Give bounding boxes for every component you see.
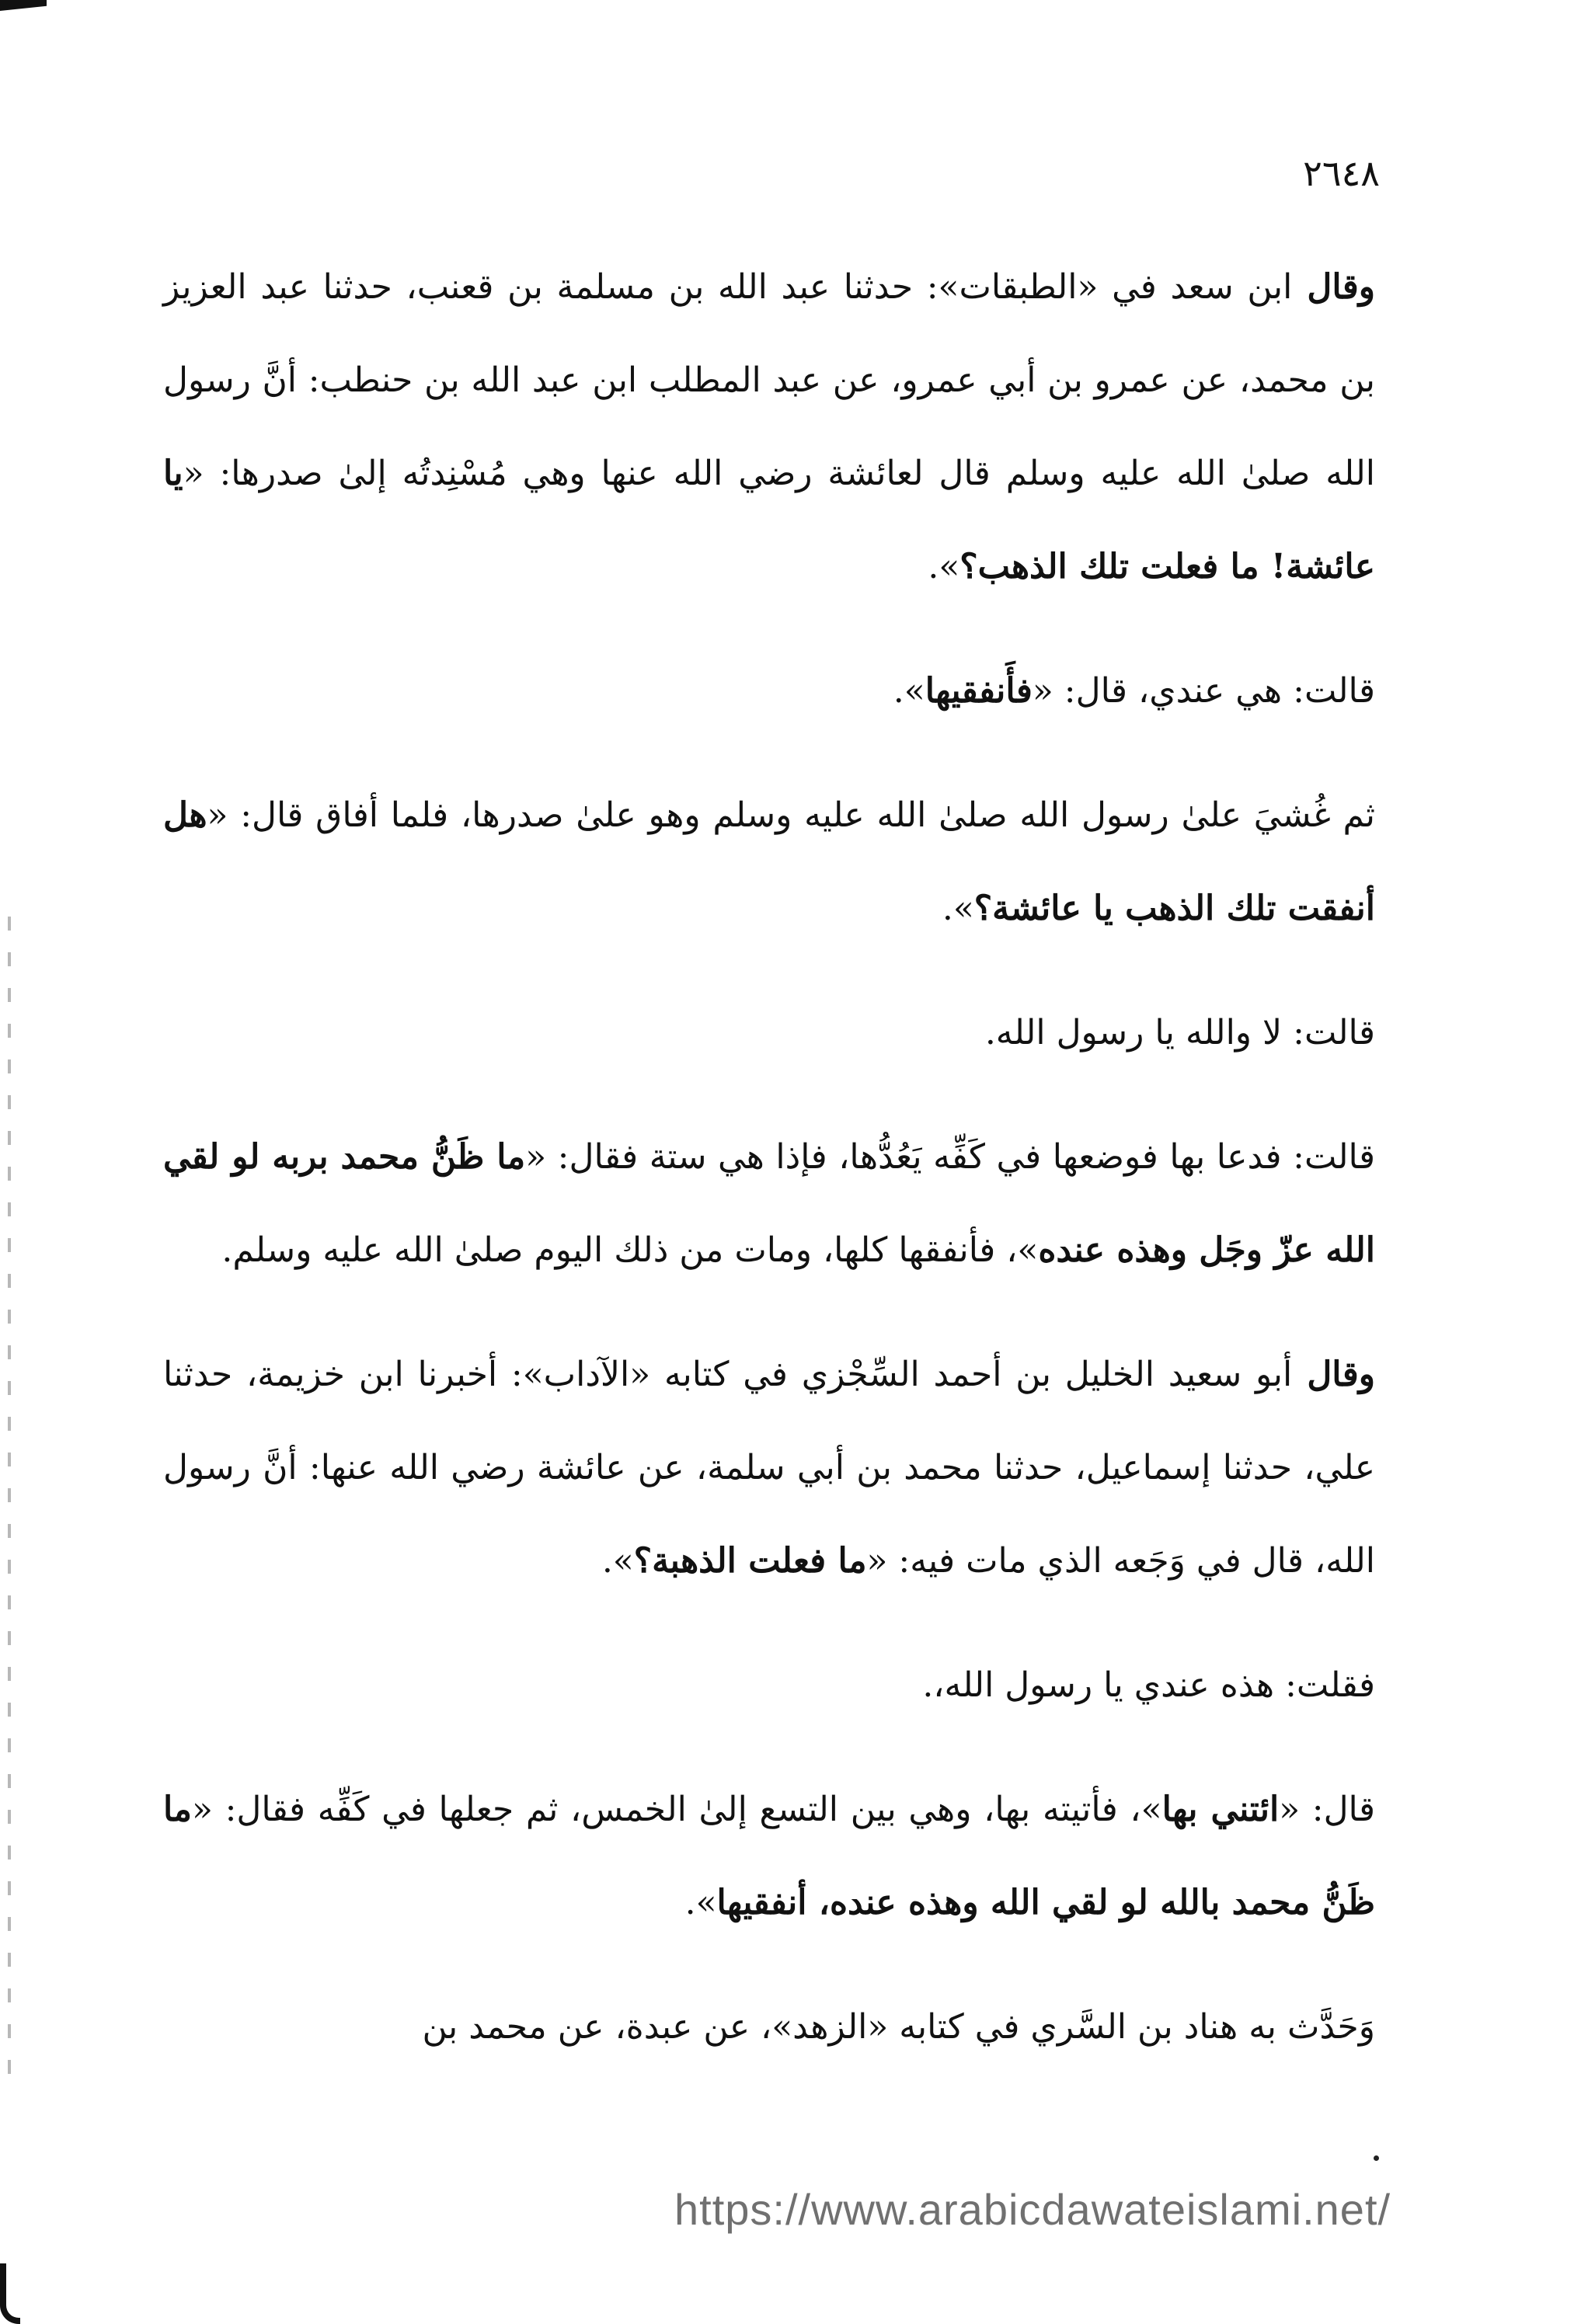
text-run: قالت: لا والله يا رسول الله. — [984, 1013, 1375, 1052]
bold-text-run: ائتني بها — [1161, 1790, 1280, 1829]
scan-corner-mark — [0, 0, 47, 11]
text-run: ». — [942, 889, 974, 928]
paragraph — [163, 1111, 1375, 1297]
scan-corner-mark-bottom — [0, 2263, 20, 2324]
bold-text-run: فأَنفقيها — [925, 671, 1033, 711]
bold-text-run: ما ظَنُّ محمد بربه لو لقي الله عزّ وجَل وهذه عنده — [163, 1137, 1375, 1270]
paragraph — [163, 769, 1375, 955]
watermark-url[interactable]: https://www.arabicdawateislami.net/ — [674, 2185, 1391, 2234]
paragraph — [163, 1328, 1375, 1608]
text-run: »، فأنفقها كلها، ومات من ذلك اليوم صلىٰ الله عليه وسلم. — [221, 1230, 1039, 1270]
bold-text-run: هل أنفقت تلك الذهب يا عائشة؟ — [163, 795, 1375, 928]
bold-text-run: ما ظَنُّ محمد بالله لو لقي الله وهذه عنده، أنفقيها — [163, 1790, 1375, 1922]
bold-text-run: وقال — [1292, 1355, 1375, 1394]
text-run: ». — [928, 547, 960, 586]
bold-text-run: وقال — [1292, 267, 1376, 307]
text-run: أبو سعيد الخليل بن أحمد السِّجْزي في كتابه «الآداب»: أخبرنا ابن خزيمة، حدثنا علي، حدثنا إسماعيل، حدثنا محمد بن أبي سلمة، عن عائشة رضي الله عنها: أنَّ رسول الله، قال في وَجَعه الذي مات فيه: « — [163, 1355, 1375, 1581]
text-run: »، فأتيته بها، وهي بين التسع إلىٰ الخمس، ثم جعلها في كَفِّه فقال: « — [191, 1790, 1162, 1829]
paragraph — [163, 241, 1375, 614]
text-run: ابن سعد في «الطبقات»: حدثنا عبد الله بن مسلمة بن قعنب، حدثنا عبد العزيز بن محمد، عن عمرو بن أبي عمرو، عن عبد المطلب ابن عبد الله بن حنطب: أنَّ رسول الله صلىٰ الله عليه وسلم قال لعائشة رضي الله عنها وهي مُسْنِدتُه إلىٰ صدرها: « — [163, 267, 1375, 493]
text-run: فقلت: هذه عندي يا رسول الله،. — [922, 1665, 1375, 1705]
text-run: قالت: فدعا بها فوضعها في كَفِّه يَعُدُّها، فإذا هي ستة فقال: « — [525, 1137, 1375, 1177]
scan-edge-marks — [8, 917, 11, 2082]
bold-text-run: ما فعلت الذهبة؟ — [633, 1541, 867, 1581]
body-text — [163, 241, 1375, 2074]
paragraph — [163, 1639, 1375, 1732]
text-run: ». — [601, 1541, 634, 1581]
text-run: قالت: هي عندي، قال: « — [1032, 671, 1375, 711]
paragraph — [163, 1763, 1375, 1950]
text-run: وَحَدَّث به هناد بن السَّري في كتابه «الزهد»، عن عبدة، عن محمد بن — [422, 2007, 1375, 2047]
text-run: ». — [893, 671, 925, 711]
paragraph — [163, 1981, 1375, 2074]
text-run: ». — [684, 1883, 717, 1922]
text-run: قال: « — [1279, 1790, 1375, 1829]
footnote-dot — [1374, 2155, 1379, 2161]
bold-text-run: يا عائشة! ما فعلت تلك الذهب؟ — [163, 454, 1375, 586]
paragraph — [163, 986, 1375, 1080]
page-number: ٢٦٤٨ — [1303, 152, 1380, 194]
paragraph — [163, 645, 1375, 738]
text-run: ثم غُشيَ علىٰ رسول الله صلىٰ الله عليه وسلم وهو علىٰ صدرها، فلما أفاق قال: « — [207, 795, 1375, 835]
